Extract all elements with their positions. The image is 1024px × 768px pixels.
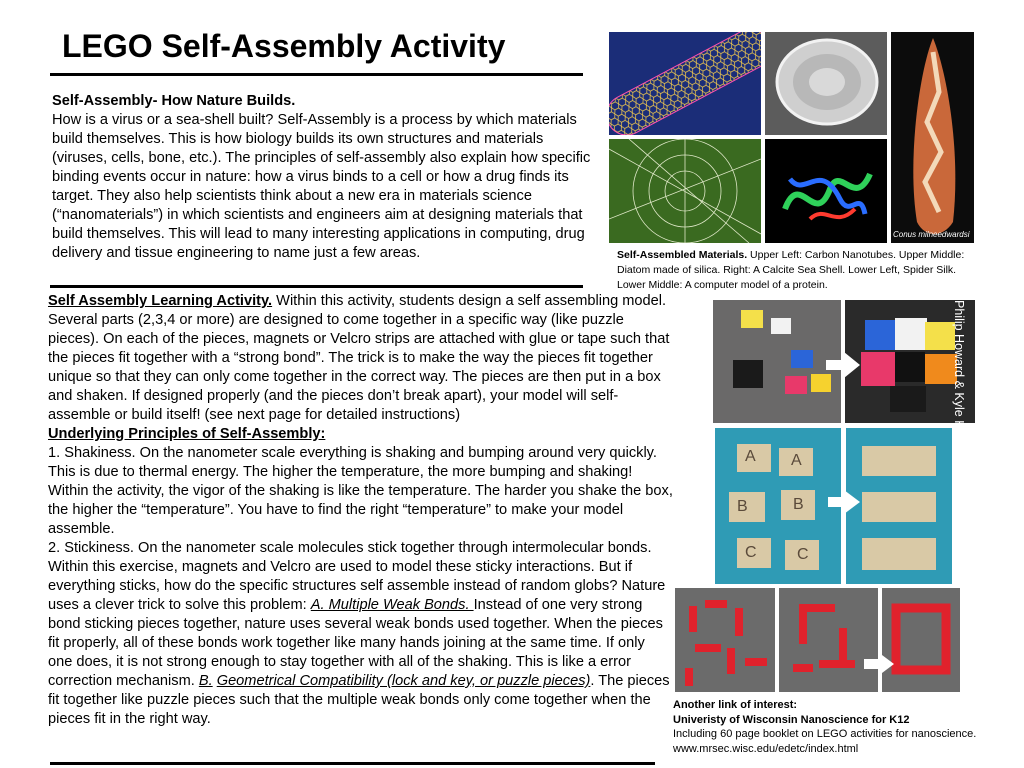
card-letter: A: [745, 448, 756, 465]
link-description: Including 60 page booklet on LEGO activities for nanoscience.: [673, 728, 977, 740]
link-url[interactable]: www.mrsec.wisc.edu/edetc/index.html: [673, 742, 859, 755]
activity-heading: Self Assembly Learning Activity.: [48, 293, 273, 309]
lego-pieces-scattered-image: [675, 588, 775, 692]
principle-shakiness: 1. Shakiness. On the nanometer scale everything is shaking and bumping around very quickly. This is due to thermal energy. The higher the temperature, the more bumping and shaking! Within the activity, the vigor of the shaking is like the temperature. The harder you shake the box, the higher the “temperature”. You have to find the right “temperature” to make your model assemble.: [48, 445, 673, 537]
weak-bonds-text: Instead of one very strong bond sticking pieces together, nature uses several weak bonds used together. When the pieces fit properly, all of these bonds work together like many hands joining at the same time. If only one does, it is not strong enough to stay together with all of the shaking. This is like a error correction mechanism.: [48, 597, 663, 689]
sea-shell-image: [891, 32, 974, 243]
lego-cubes-before-image: [713, 300, 841, 423]
link-of-interest: [673, 698, 1003, 756]
page-title: LEGO Self-Assembly Activity: [62, 28, 506, 64]
multiple-weak-bonds: A. Multiple Weak Bonds.: [310, 597, 474, 613]
arrow-right-icon: [828, 490, 860, 514]
link-org: Univeristy of Wisconsin Nanoscience for K12: [673, 713, 910, 726]
carbon-nanotube-image: [609, 32, 761, 135]
intro-body: How is a virus or a sea-shell built? Self-Assembly is a process by which materials build themselves. This is how biology builds its own structures and materials (viruses, cells, bone, etc.). The principles of self-assembly also explain how specific binding events occur in nature: how a virus binds to a cell or how a drug finds its target. They also help scientists think about a new era in materials science (“nanomaterials”) in which scientists and engineers aim at designing materials that build themselves. This will lead to many interesting applications in computing, drug delivery and tissue engineering to name just a few areas.: [52, 112, 591, 261]
geometric-text: . The pieces fit together like puzzle pieces such that the multiple weak bonds only come together when the pieces fit in the right way.: [48, 673, 670, 727]
protein-model-image: [765, 139, 887, 243]
velcro-cards-assembled-image: [846, 428, 952, 584]
intro-divider: [50, 285, 583, 288]
credit-howard-higgins: Philip Howard & Kyle Higgins: [952, 300, 966, 462]
principles-heading: Underlying Principles of Self-Assembly:: [48, 426, 326, 442]
arrow-right-icon: [864, 652, 894, 676]
intro-heading: Self-Assembly- How Nature Builds.: [52, 93, 296, 109]
materials-caption: [617, 248, 977, 293]
caption-text: Upper Left: Carbon Nanotubes. Upper Middle: Diatom made of silica. Right: A Calcite Sea Shell. Lower Left, Spider Silk. Lower Middle: A computer model of a protein.: [617, 249, 965, 291]
title-divider: [50, 73, 583, 76]
shell-label: Conus milneedwardsi: [893, 230, 970, 239]
geometrical-compatibility: Geometrical Compatibility (lock and key, or puzzle pieces): [216, 673, 591, 689]
link-heading: Another link of interest:: [673, 699, 798, 711]
arrow-right-icon: [826, 352, 860, 378]
lego-pieces-partial-image: [779, 588, 878, 692]
card-letter: A: [791, 452, 802, 469]
lego-square-assembled-image: [882, 588, 960, 692]
activity-section: [48, 292, 673, 729]
activity-body: Within this activity, students design a self assembling model. Several parts (2,3,4 or more) are designed to come together in a specific way (like puzzle pieces). On each of the pieces, magnets or Velcro strips are attached with glue or tape such that the pieces fit together with a “strong bond”. The trick is to make the way the pieces fit together unique so that they can only come together in the correct way. The pieces are then put in a box and shaken. If designed properly (and the pieces don’t break apart), your model will self-assemble or build itself! (see next page for detailed instructions): [48, 293, 670, 423]
card-letter: B: [737, 498, 748, 515]
principle-stickiness: 2. Stickiness. On the nanometer scale molecules stick together through intermolecular bonds. Within this exercise, magnets and Velcro are used to model these sticky interactions. But if everything sticks, how do the specific structures self assemble instead of random globs? Nature uses a clever trick to solve this problem:: [48, 540, 666, 613]
velcro-cards-before-image: [715, 428, 841, 584]
diatom-image: [765, 32, 887, 135]
card-letter: C: [797, 546, 809, 563]
caption-label: Self-Assembled Materials.: [617, 249, 748, 261]
spider-silk-image: [609, 139, 761, 243]
card-letter: C: [745, 544, 757, 561]
bottom-divider: [50, 762, 655, 765]
intro-section: [52, 92, 597, 263]
point-b-label: B.: [198, 673, 213, 689]
card-letter: B: [793, 496, 804, 513]
credit-wilde-xue: Emily Wilde & Feifei Xue: [957, 432, 971, 569]
credit-grangnolati: Jeff Grangnolati: [962, 590, 976, 679]
